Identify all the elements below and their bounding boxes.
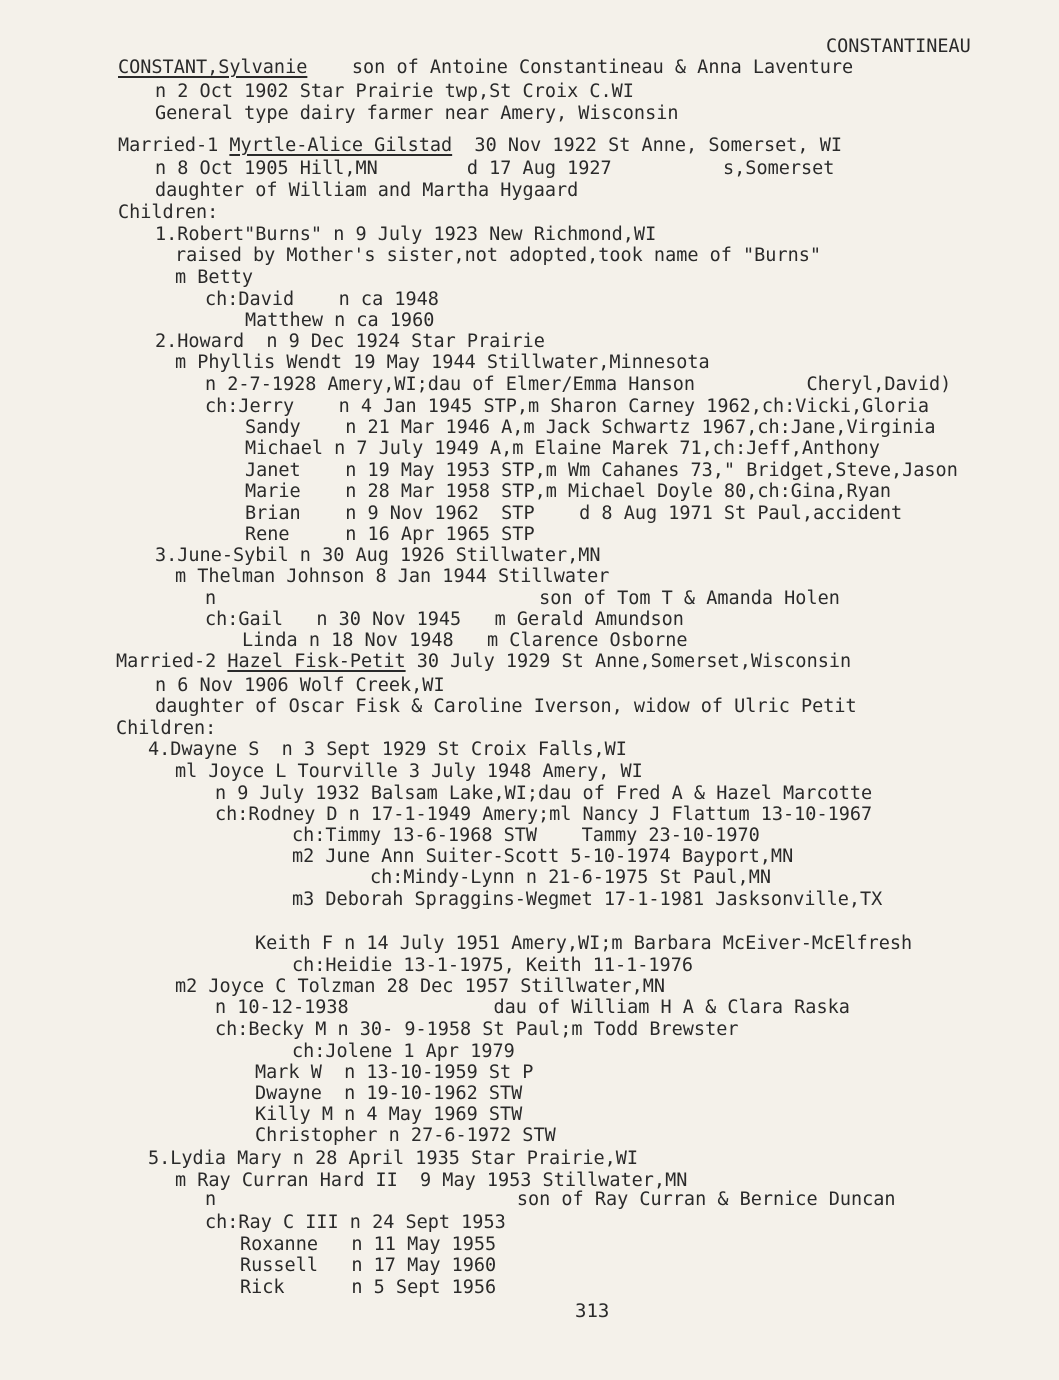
text-segment: son of Antoine Constantineau & Anna Laventure [307,57,854,78]
text-line: Janet n 19 May 1953 STP,m Wm Cahanes 73," Bridget,Steve,Jason [245,460,958,481]
underlined-name: Hazel Fisk-Petit [227,651,406,672]
text-line: m Betty [175,267,253,288]
text-line: Marie n 28 Mar 1958 STP,m Michael Doyle 80,ch:Gina,Ryan [245,481,892,502]
text-line: daughter of William and Martha Hygaard [155,180,579,201]
text-line: ch:Mindy-Lynn n 21-6-1975 St Paul,MN [370,867,771,888]
text-line: 2.Howard n 9 Dec 1924 Star Prairie [155,331,545,352]
text-line: ch:Rodney D n 17-1-1949 Amery;ml Nancy J Flattum 13-10-1967 [215,804,873,825]
page-number: 313 [575,1300,610,1322]
text-line: n son of Tom T & Amanda Holen [205,588,840,609]
underlined-name: CONSTANT,Sylvanie [118,57,308,78]
text-line: Rick n 5 Sept 1956 [240,1277,497,1298]
text-line: 3.June-Sybil n 30 Aug 1926 Stillwater,MN [155,545,601,566]
text-line: Christopher n 27-6-1972 STW [255,1125,556,1146]
text-segment: Married-2 [116,651,228,672]
text-line: Children: [116,718,217,739]
text-line: ch:Jolene 1 Apr 1979 [292,1041,515,1062]
text-line: Sandy n 21 Mar 1946 A,m Jack Schwartz 1967,ch:Jane,Virginia [245,417,936,438]
text-line: Roxanne n 11 May 1955 [240,1234,497,1255]
text-segment: 30 July 1929 St Anne,Somerset,Wisconsin [405,651,852,672]
text-line: ch:Ray C III n 24 Sept 1953 [205,1212,506,1233]
text-line: n 9 July 1932 Balsam Lake,WI;dau of Fred A & Hazel Marcotte [215,783,873,804]
text-line: CONSTANTINEAU [826,36,971,57]
text-line: Matthew n ca 1960 [245,310,435,331]
text-line: raised by Mother's sister,not adopted,took name of "Burns" [175,245,822,266]
text-segment: 30 Nov 1922 St Anne, Somerset, WI [452,135,842,156]
text-line: ch:Timmy 13-6-1968 STW Tammy 23-10-1970 [292,825,760,846]
text-line: Mark W n 13-10-1959 St P [255,1062,534,1083]
text-line: Rene n 16 Apr 1965 STP [245,524,535,545]
text-line: Linda n 18 Nov 1948 m Clarence Osborne [242,630,688,651]
text-line: Children: [118,202,219,223]
text-line: m Phyllis Wendt 19 May 1944 Stillwater,Minnesota [175,352,710,373]
text-line: m2 June Ann Suiter-Scott 5-10-1974 Bayport,MN [292,846,794,867]
text-line: Killy M n 4 May 1969 STW [255,1104,523,1125]
text-line: Michael n 7 July 1949 A,m Elaine Marek 71,ch:Jeff,Anthony [245,438,880,459]
text-line: 5.Lydia Mary n 28 April 1935 Star Prairie,WI [148,1148,639,1169]
text-line: ch:Gail n 30 Nov 1945 m Gerald Amundson [205,609,684,630]
text-line: ch:Becky M n 30- 9-1958 St Paul;m Todd Brewster [215,1019,739,1040]
text-line: n son of Ray Curran & Bernice Duncan [205,1189,896,1210]
text-line: General type dairy farmer near Amery, Wisconsin [155,103,679,124]
text-line: Keith F n 14 July 1951 Amery,WI;m Barbara McEiver-McElfresh [255,933,913,954]
text-line: Russell n 17 May 1960 [240,1255,497,1276]
text-line: n 6 Nov 1906 Wolf Creek,WI [155,675,445,696]
text-line: ml Joyce L Tourville 3 July 1948 Amery, WI [175,761,643,782]
text-segment: Married-1 [118,135,230,156]
text-line: 1.Robert"Burns" n 9 July 1923 New Richmond,WI [155,224,657,245]
text-line: n 10-12-1938 dau of William H A & Clara Raska [215,997,850,1018]
text-line [118,57,853,79]
text-line: m2 Joyce C Tolzman 28 Dec 1957 Stillwater,MN [175,976,666,997]
text-line: n 2-7-1928 Amery,WI;dau of Elmer/Emma Hanson Cheryl,David) [205,374,952,395]
text-line: ch:David n ca 1948 [205,289,439,310]
underlined-name: Myrtle-Alice Gilstad [229,135,453,156]
text-line: m Thelman Johnson 8 Jan 1944 Stillwater [175,566,610,587]
text-line: m3 Deborah Spraggins-Wegmet 17-1-1981 Jasksonville,TX [292,889,883,910]
text-line: ch:Heidie 13-1-1975, Keith 11-1-1976 [292,955,693,976]
text-line: daughter of Oscar Fisk & Caroline Iverson, widow of Ulric Petit [155,696,857,717]
text-line: m Ray Curran Hard II 9 May 1953 Stillwater,MN [175,1170,688,1191]
text-line [116,651,851,673]
text-line: n 2 Oct 1902 Star Prairie twp,St Croix C.WI [155,81,634,102]
text-line: Brian n 9 Nov 1962 STP d 8 Aug 1971 St Paul,accident [245,503,903,524]
text-line [118,135,842,157]
text-line: Dwayne n 19-10-1962 STW [255,1083,523,1104]
text-line: n 8 Oct 1905 Hill,MN d 17 Aug 1927 s,Somerset [155,158,835,179]
text-line: 4.Dwayne S n 3 Sept 1929 St Croix Falls,WI [148,739,627,760]
text-line: ch:Jerry n 4 Jan 1945 STP,m Sharon Carney 1962,ch:Vicki,Gloria [205,396,929,417]
